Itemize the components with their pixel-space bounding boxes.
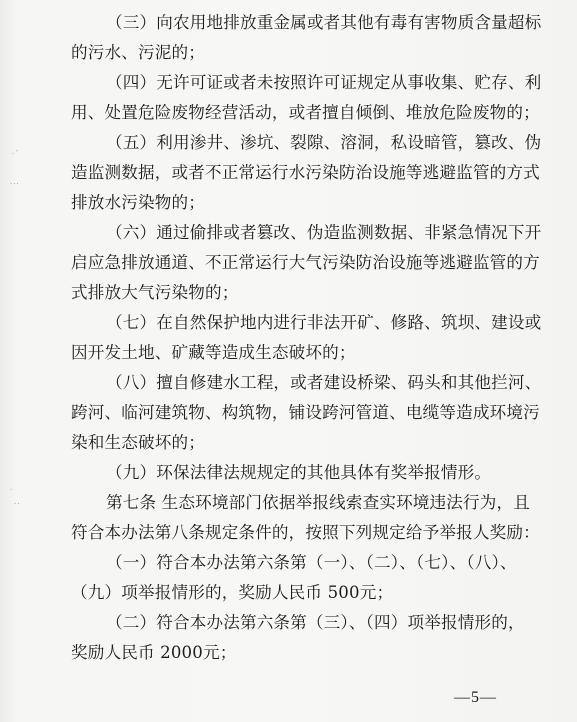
text-line: （六）通过偷排或者篡改、伪造监测数据、非紧急情况下开 (106, 223, 542, 242)
margin-speck: ‧‧‧ (10, 180, 20, 188)
text-line: （三）向农用地排放重金属或者其他有毒有害物质含量超标 (106, 13, 542, 32)
margin-speck: · (10, 486, 14, 494)
text-line: 的污水、污泥的； (71, 43, 205, 62)
text-line: 第七条 生态环境部门依据举报线索查实环境违法行为，且 (106, 493, 531, 512)
text-line: （九）项举报情形的，奖励人民币 500元； (71, 583, 394, 602)
text-line: 造监测数据，或者不正常运行水污染防治设施等逃避监管的方式 (71, 163, 540, 182)
text-line: （七）在自然保护地内进行非法开矿、修路、筑坝、建设或 (106, 313, 542, 332)
text-line: （九）环保法律法规规定的其他具体有奖举报情形。 (106, 463, 492, 482)
text-line: 符合本办法第八条规定条件的，按照下列规定给予举报人奖励： (71, 523, 540, 542)
text-line: （一）符合本办法第六条第（一）、（二）、（七）、（八）、 (106, 553, 517, 572)
text-line: （八）擅自修建水工程，或者建设桥梁、码头和其他拦河、 (106, 373, 542, 392)
text-line: 启应急排放通道、不正常运行大气污染防治设施等逃避监管的方 (71, 253, 540, 272)
page-number: —5— (454, 689, 497, 706)
text-line: 因开发土地、矿藏等造成生态破坏的； (71, 343, 356, 362)
text-line: 式排放大气污染物的； (71, 283, 239, 302)
text-line: 排放水污染物的； (71, 193, 205, 212)
text-line: （四）无许可证或者未按照许可证规定从事收集、贮存、利 (106, 73, 542, 92)
text-line: （二）符合本办法第六条第（三）、（四）项举报情形的， (106, 613, 525, 632)
text-line: （五）利用渗井、渗坑、裂隙、溶洞，私设暗管，篡改、伪 (106, 133, 542, 152)
margin-speck: ·¨ (12, 150, 20, 158)
text-line: 染和生态破坏的； (71, 433, 205, 452)
text-line: 用、处置危险废物经营活动，或者擅自倾倒、堆放危险废物的； (71, 103, 540, 122)
margin-speck: ‧‧ (14, 500, 21, 508)
text-line: 跨河、临河建筑物、构筑物，铺设跨河管道、电缆等造成环境污 (71, 403, 540, 422)
text-line: 奖励人民币 2000元； (71, 643, 237, 662)
